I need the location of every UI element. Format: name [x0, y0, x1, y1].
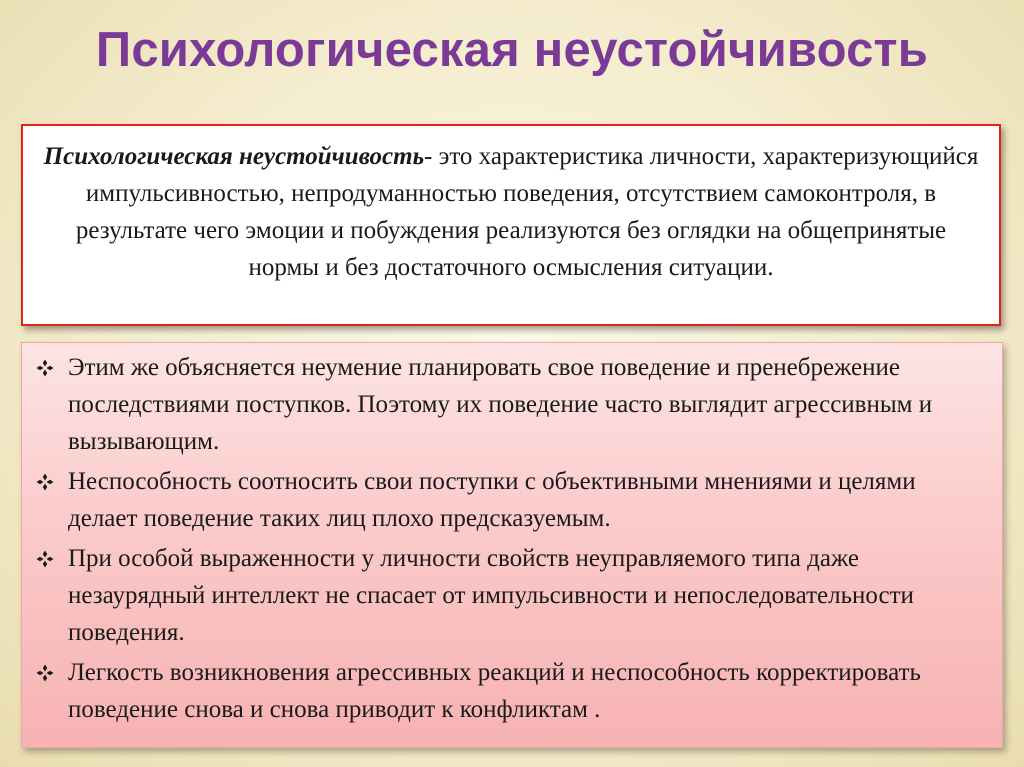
bullet-text: Этим же объясняется неумение планировать свое поведение и пренебрежение последствиями поступков. Поэтому их поведение часто выглядит агрессивным и вызывающим.: [68, 354, 933, 455]
bullets-box: [21, 342, 1003, 748]
bullet-list: [36, 349, 988, 728]
list-item: [36, 349, 988, 460]
diamond-bullet-icon: [36, 463, 66, 500]
list-item: [36, 463, 988, 537]
list-item: [36, 654, 988, 728]
diamond-bullet-icon: [36, 540, 66, 577]
diamond-bullet-icon: [36, 349, 66, 386]
bullet-text: При особой выраженности у личности свойств неуправляемого типа даже незаурядный интеллект не спасает от импульсивности и непоследовательности поведения.: [68, 545, 914, 646]
definition-box: [21, 124, 1001, 326]
definition-text: - это характеристика личности, характеризующийся импульсивностью, непродуманностью поведения, отсутствием самоконтроля, в результате чего эмоции и побуждения реализуются без оглядки на общепринятые нормы и без достаточного осмысления ситуации.: [75, 143, 979, 281]
definition-term: Психологическая неустойчивость: [43, 143, 425, 170]
diamond-bullet-icon: [36, 654, 66, 691]
slide-title: Психологическая неустойчивость: [95, 23, 929, 77]
bullet-text: Неспособность соотносить свои поступки с объективными мнениями и целями делает поведение таких лиц плохо предсказуемым.: [68, 468, 916, 532]
list-item: [36, 540, 988, 651]
bullet-text: Легкость возникновения агрессивных реакций и неспособность корректировать поведение снова и снова приводит к конфликтам .: [68, 659, 921, 723]
